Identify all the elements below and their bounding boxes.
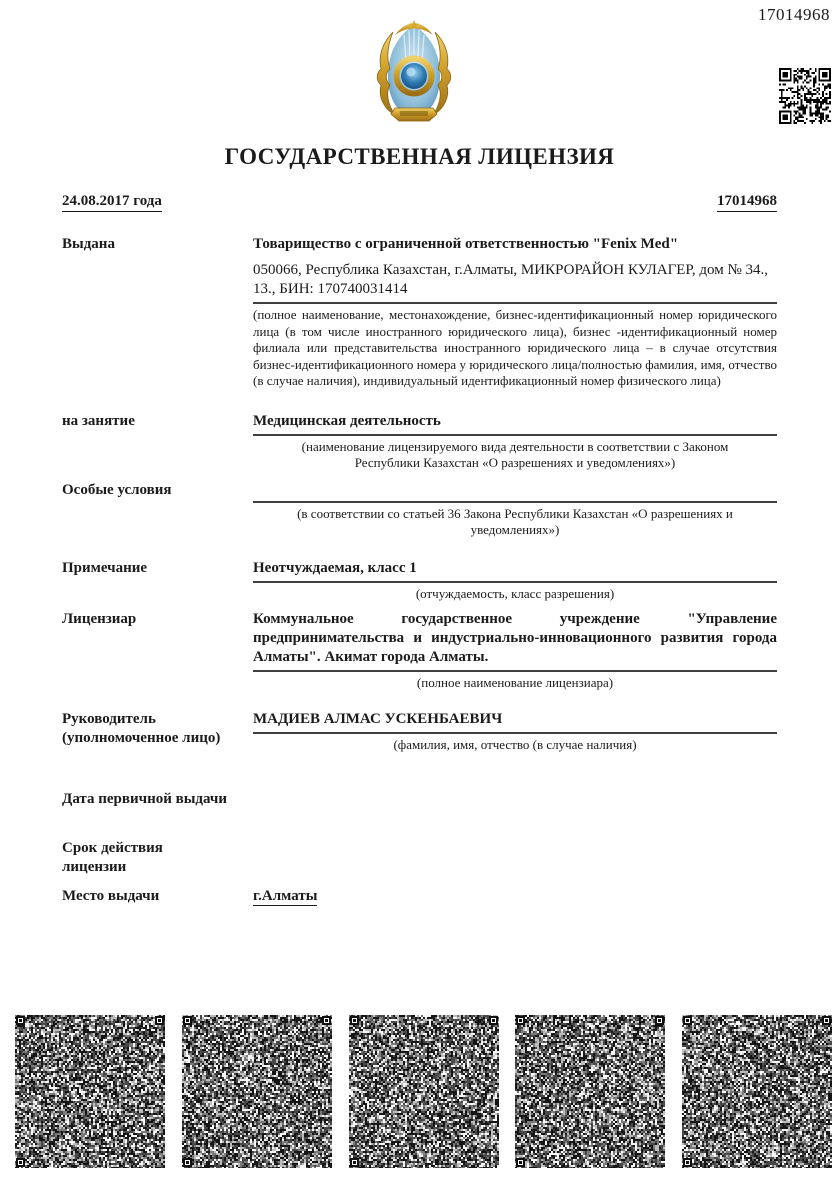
field-value: Неотчуждаемая, класс 1 <box>253 559 417 576</box>
field-head <box>62 710 777 754</box>
field-value <box>253 481 777 498</box>
field-activity <box>62 412 777 472</box>
field-label: Место выдачи <box>62 888 160 904</box>
field-value: г.Алматы <box>253 888 318 904</box>
barcode-block <box>515 1015 665 1168</box>
barcode-block <box>682 1015 832 1168</box>
field-label: Выдана <box>62 236 115 252</box>
issue-date: 24.08.2017 года <box>62 193 162 212</box>
field-first-issue-date <box>62 790 777 809</box>
field-issued-to <box>62 235 777 390</box>
date-number-row <box>62 193 777 212</box>
field-caption: (фамилия, имя, отчество (в случае наличия) <box>393 736 637 752</box>
license-number: 17014968 <box>717 193 777 212</box>
field-caption: (отчуждаемость, класс разрешения) <box>415 585 615 601</box>
field-caption: (полное наименование, местонахождение, бизнес-идентификационный номер юридического лица (в том числе иностранного юридического лица), бизнес -идентификационный номер филиала или представительства иностранного юридического лица – в случае отсутствия бизнес-идентификационного номера у юридического лица/полностью фамилия, имя, отчество (в случае наличия), индивидуальный идентификационный номер физического лица) <box>253 307 777 388</box>
field-value: МАДИЕВ АЛМАС УСКЕНБАЕВИЧ <box>253 710 503 727</box>
field-value: Коммунальное государственное учреждение "Управление предпринимательства и индустриально-инновационного развития города Алматы". Акимат города Алматы. <box>253 611 777 665</box>
field-value: Товарищество с ограниченной ответственностью "Fenix Med" <box>253 236 679 252</box>
field-label: Руководитель (уполномоченное лицо) <box>62 710 221 746</box>
barcode-strip <box>15 1015 832 1168</box>
field-issue-place <box>62 887 777 906</box>
field-label: Примечание <box>62 559 148 576</box>
barcode-block <box>349 1015 499 1168</box>
fields-area <box>62 235 777 906</box>
document-title: ГОСУДАРСТВЕННАЯ ЛИЦЕНЗИЯ <box>224 144 615 169</box>
document-number-top: 17014968 <box>758 5 830 24</box>
field-value: Медицинская деятельность <box>253 412 441 429</box>
barcode-block <box>15 1015 165 1168</box>
field-caption: (наименование лицензируемого вида деятельности в соответствии с Законом Республики Казахстан «О разрешениях и уведомлениях») <box>301 438 729 470</box>
field-special-conditions <box>62 481 777 539</box>
field-label: Дата первичной выдачи <box>62 791 228 807</box>
field-caption: (полное наименование лицензиара) <box>416 675 614 690</box>
field-label: на занятие <box>62 412 135 429</box>
field-address: 050066, Республика Казахстан, г.Алматы, МИКРОРАЙОН КУЛАГЕР, дом № 34., 13., БИН: 170740031414 <box>253 262 769 297</box>
field-note <box>62 559 777 603</box>
qr-code <box>779 68 831 124</box>
field-label: Срок действия лицензии <box>62 840 163 875</box>
field-caption: (в соответствии со статьей 36 Закона Республики Казахстан «О разрешениях и уведомлениях») <box>297 505 733 537</box>
field-validity <box>62 839 777 877</box>
kazakhstan-emblem-icon <box>371 20 457 128</box>
field-label: Особые условия <box>62 481 172 498</box>
field-label: Лицензиар <box>62 611 137 627</box>
field-licensor <box>62 610 777 692</box>
barcode-block <box>182 1015 332 1168</box>
